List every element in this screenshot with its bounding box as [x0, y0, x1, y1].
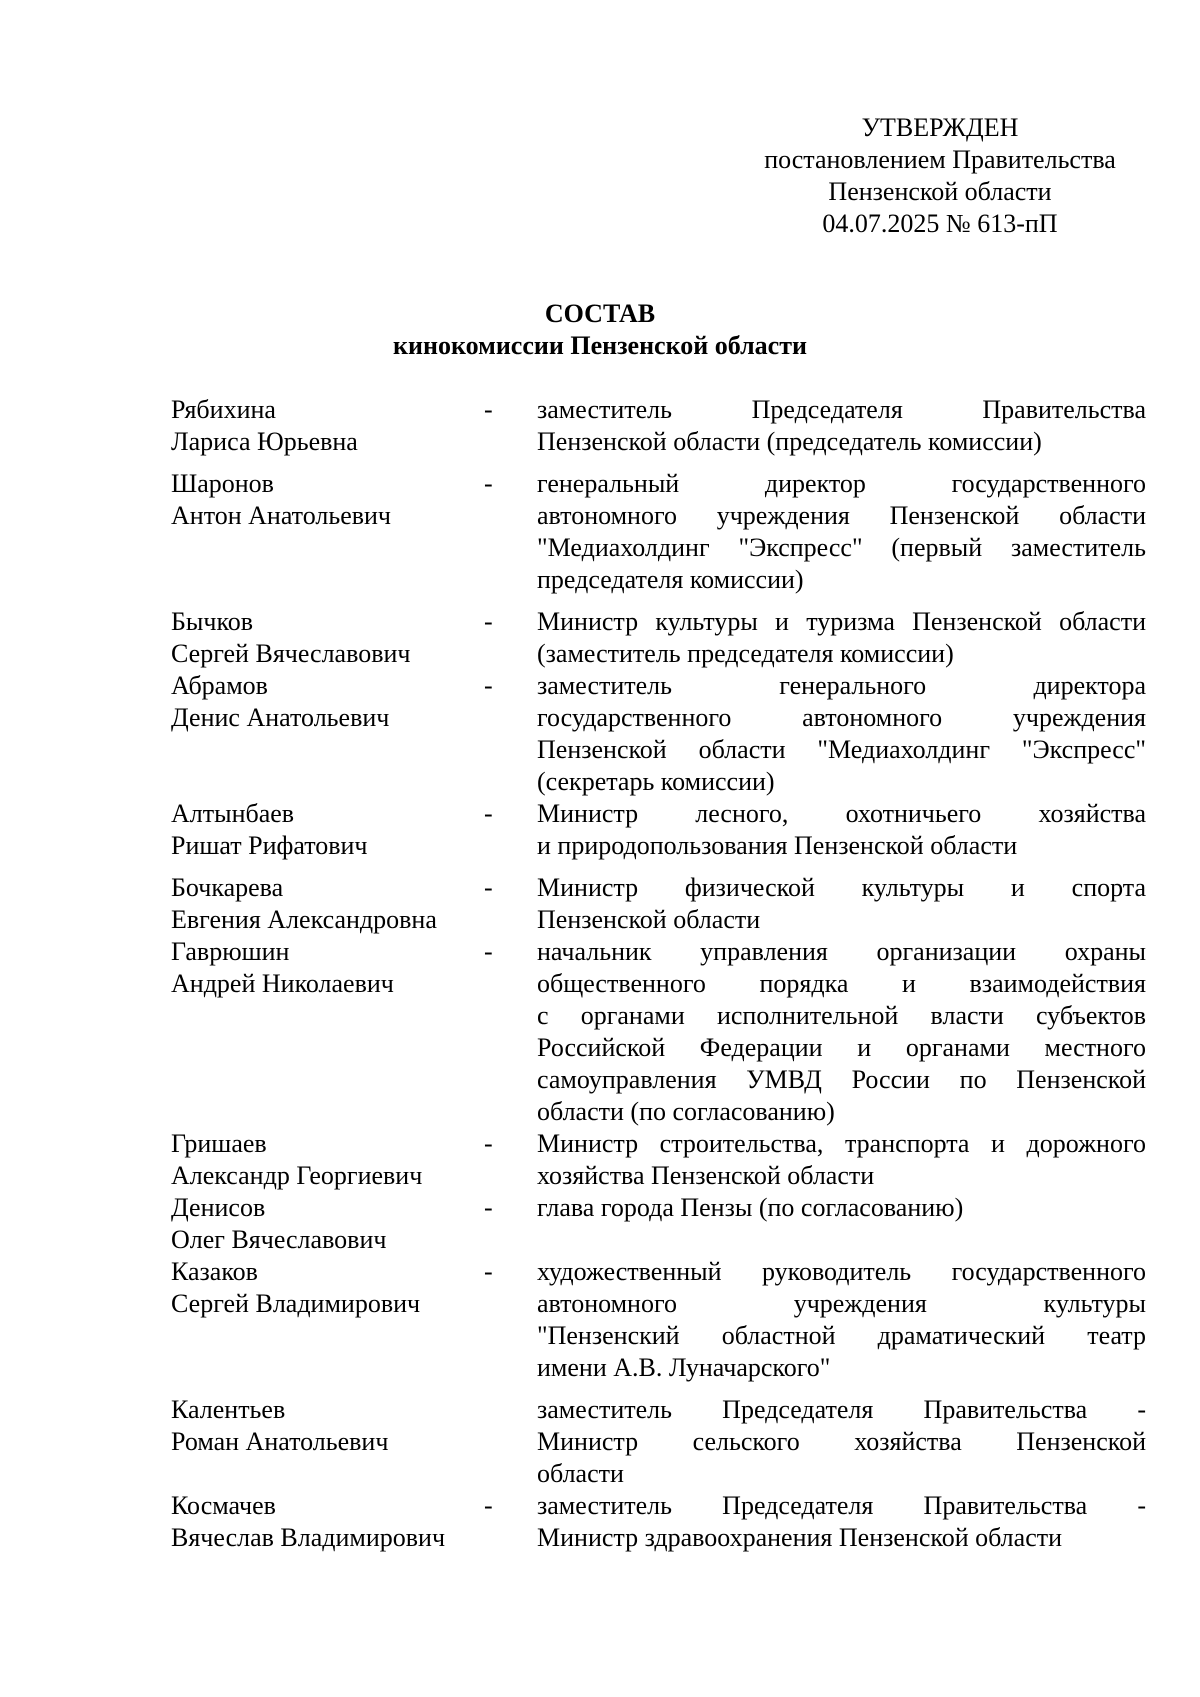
member-position-line: начальник управления организации охраны [537, 937, 1146, 966]
member-position-line: Министр лесного, охотничьего хозяйства [537, 799, 1146, 828]
member-given-names: Вячеслав Владимирович [171, 1523, 446, 1552]
member-row [171, 394, 1146, 458]
member-position-line: (заместитель председателя комиссии) [537, 639, 954, 668]
member-given-names: Олег Вячеславович [171, 1225, 387, 1254]
document-title: СОСТАВ [544, 299, 656, 328]
member-surname: Рябихина [171, 395, 276, 424]
member-name [171, 1394, 481, 1458]
member-name [171, 798, 481, 862]
member-position [537, 1128, 1146, 1192]
member-row [171, 1394, 1146, 1490]
member-surname: Гаврюшин [171, 937, 290, 966]
member-given-names: Сергей Владимирович [171, 1289, 421, 1318]
member-dash: - [484, 799, 493, 828]
member-position-line: общественного порядка и взаимодействия [537, 969, 1146, 998]
member-name [171, 468, 481, 532]
member-row [171, 936, 1146, 1128]
member-position-line: самоуправления УМВД России по Пензенской [537, 1065, 1146, 1094]
member-position [537, 1394, 1146, 1490]
member-row [171, 798, 1146, 862]
member-given-names: Роман Анатольевич [171, 1427, 389, 1456]
member-position-line: Российской Федерации и органами местного [537, 1033, 1146, 1062]
member-given-names: Лариса Юрьевна [171, 427, 358, 456]
member-surname: Денисов [171, 1193, 266, 1222]
member-row [171, 606, 1146, 670]
member-given-names: Евгения Александровна [171, 905, 437, 934]
member-position [537, 670, 1146, 798]
member-position-line: Министр строительства, транспорта и дорожного [537, 1129, 1146, 1158]
approval-region: Пензенской области [828, 177, 1052, 206]
member-position [537, 468, 1146, 596]
member-position-line: автономного учреждения культуры [537, 1289, 1146, 1318]
member-surname: Гришаев [171, 1129, 267, 1158]
member-name [171, 1490, 481, 1554]
member-name [171, 1128, 481, 1192]
member-position [537, 1256, 1146, 1384]
member-position-line: (секретарь комиссии) [537, 767, 775, 796]
member-dash: - [484, 1257, 493, 1286]
member-row [171, 872, 1146, 936]
member-row [171, 468, 1146, 596]
member-given-names: Ришат Рифатович [171, 831, 368, 860]
member-row [171, 670, 1146, 798]
member-given-names: Сергей Вячеславович [171, 639, 411, 668]
member-name [171, 1256, 481, 1320]
member-surname: Космачев [171, 1491, 276, 1520]
member-position-line: Пензенской области [537, 905, 761, 934]
member-position-line: Министр физической культуры и спорта [537, 873, 1146, 902]
approval-title: УТВЕРЖДЕН [861, 113, 1019, 142]
member-position [537, 1490, 1146, 1554]
member-dash: - [484, 607, 493, 636]
member-position-line: Пензенской области (председатель комиссии) [537, 427, 1042, 456]
member-position-line: с органами исполнительной власти субъектов [537, 1001, 1146, 1030]
member-dash: - [484, 873, 493, 902]
member-surname: Шаронов [171, 469, 274, 498]
member-surname: Казаков [171, 1257, 258, 1286]
member-given-names: Антон Анатольевич [171, 501, 391, 530]
member-position-line: заместитель Председателя Правительства - [537, 1491, 1146, 1520]
member-position-line: Министр культуры и туризма Пензенской области [537, 607, 1146, 636]
member-position-line: Пензенской области "Медиахолдинг "Экспресс" [537, 735, 1146, 764]
member-position [537, 394, 1146, 458]
member-surname: Бычков [171, 607, 254, 636]
member-position-line: имени А.В. Луначарского" [537, 1353, 831, 1382]
member-position-line: хозяйства Пензенской области [537, 1161, 875, 1190]
member-dash: - [484, 671, 493, 700]
member-given-names: Александр Георгиевич [171, 1161, 423, 1190]
member-dash: - [484, 469, 493, 498]
approval-date-number: 04.07.2025 № 613-пП [822, 209, 1058, 238]
member-row [171, 1490, 1146, 1554]
member-surname: Калентьев [171, 1395, 286, 1424]
member-name [171, 394, 481, 458]
member-position-line: государственного автономного учреждения [537, 703, 1146, 732]
member-surname: Бочкарева [171, 873, 284, 902]
member-position-line: и природопользования Пензенской области [537, 831, 1018, 860]
member-name [171, 606, 481, 670]
member-position-line: области (по согласованию) [537, 1097, 835, 1126]
member-position-line: автономного учреждения Пензенской области [537, 501, 1146, 530]
member-position-line: заместитель Председателя Правительства [537, 395, 1146, 424]
member-position-line: Министр здравоохранения Пензенской области [537, 1523, 1063, 1552]
document-heading [0, 298, 1200, 362]
member-name [171, 872, 481, 936]
member-dash: - [484, 1491, 493, 1520]
member-position [537, 872, 1146, 936]
approval-stamp [740, 112, 1140, 240]
member-name [171, 936, 481, 1000]
member-position-line: "Медиахолдинг "Экспресс" (первый заместитель [537, 533, 1146, 562]
member-name [171, 1192, 481, 1256]
member-dash: - [484, 395, 493, 424]
member-dash: - [484, 1193, 493, 1222]
member-position-line: глава города Пензы (по согласованию) [537, 1193, 964, 1222]
member-position-line: генеральный директор государственного [537, 469, 1146, 498]
member-position [537, 606, 1146, 670]
member-position-line: художественный руководитель государственного [537, 1257, 1146, 1286]
member-dash: - [484, 937, 493, 966]
member-row [171, 1256, 1146, 1384]
member-position [537, 1192, 1146, 1224]
member-position-line: "Пензенский областной драматический театр [537, 1321, 1146, 1350]
document-subtitle: кинокомиссии Пензенской области [393, 331, 807, 360]
member-row [171, 1128, 1146, 1192]
member-position [537, 936, 1146, 1128]
member-surname: Алтынбаев [171, 799, 295, 828]
member-position-line: области [537, 1459, 624, 1488]
member-position-line: заместитель Председателя Правительства - [537, 1395, 1146, 1424]
member-position-line: Министр сельского хозяйства Пензенской [537, 1427, 1146, 1456]
approval-resolution: постановлением Правительства [764, 145, 1116, 174]
member-position-line: заместитель генерального директора [537, 671, 1146, 700]
member-position [537, 798, 1146, 862]
member-row [171, 1192, 1146, 1256]
member-given-names: Денис Анатольевич [171, 703, 390, 732]
member-position-line: председателя комиссии) [537, 565, 804, 594]
member-name [171, 670, 481, 734]
member-given-names: Андрей Николаевич [171, 969, 394, 998]
member-dash: - [484, 1129, 493, 1158]
members-list [171, 394, 1146, 1554]
member-surname: Абрамов [171, 671, 268, 700]
